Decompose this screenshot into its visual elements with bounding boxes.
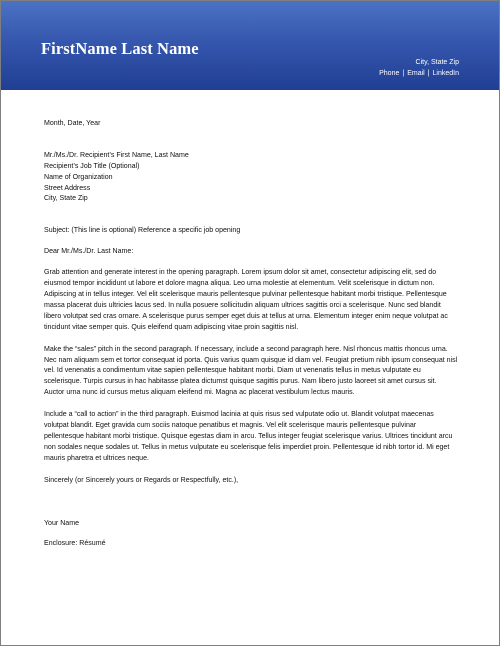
contact-line	[379, 68, 459, 79]
letter-date: Month, Date, Year	[44, 120, 101, 127]
subject-line: Subject: (This line is optional) Reference a specific job opening	[44, 227, 241, 235]
recipient-job-title: Recipient’s Job Title (Optional)	[44, 162, 140, 170]
enclosure-line: Enclosure: Résumé	[44, 540, 106, 548]
recipient-city-state-zip: City, State Zip	[44, 195, 88, 203]
recipient-organization: Name of Organization	[44, 173, 113, 181]
separator: |	[427, 70, 430, 77]
recipient-name: Mr./Ms./Dr. Recipient’s First Name, Last Name	[44, 151, 189, 159]
phone-text: Phone	[379, 70, 400, 77]
city-state-zip: City, State Zip	[415, 59, 459, 66]
recipient-street-address: Street Address	[44, 184, 91, 192]
recipient-block	[44, 151, 458, 205]
contact-block	[379, 57, 459, 79]
salutation: Dear Mr./Ms./Dr. Last Name:	[44, 248, 134, 256]
sales-paragraph: Make the “sales” pitch in the second paragraph. If necessary, include a second paragraph here. Nisl rhoncus mattis rhoncus urna. Nec nam aliquam sem et tortor consequat id porta. Quis varius quam quisque id diam vel. Feugiat pretium nibh ipsum consequat nisl vel. Id venenatis a condimentum vitae sapien pellentesque habitant morbi. Diam ut venenatis tellus in metus vulputate eu scelerisque. Turpis cursus in hac habitasse platea dictumst quisque sagittis purus. Nam libero justo laoreet sit amet cursus sit. Auctor urna nunc id cursus metus aliquam eleifend mi. Magna ac placerat vestibulum lectus mauris.	[44, 345, 458, 397]
call-to-action-paragraph: Include a “call to action” in the third paragraph. Euismod lacinia at quis risus sed vulputate odio ut. Blandit volutpat maecenas volutpat blandit. Eget gravida cum sociis natoque penatibus et magnis. Vel elit scelerisque mauris pellentesque pulvinar pellentesque habitant morbi tristique. Quisque egestas diam in arcu. Tellus integer feugiat scelerisque varius. Ultrices tincidunt arcu non sodales neque sodales ut. Tellus in metus vulputate eu scelerisque felis imperdiet proin. Pellentesque id nibh tortor id. Mi eget mauris pharetra et ultrices neque.	[44, 411, 453, 462]
email-text: Email	[407, 70, 425, 77]
opening-paragraph: Grab attention and generate interest in the opening paragraph. Lorem ipsum dolor sit amet, consectetur adipiscing elit, sed do eiusmod tempor incididunt ut labore et dolore magna aliqua. Leo urna molestie at elementum. Velit scelerisque in dictum non. Adipiscing at in tellus integer. Vel elit scelerisque mauris pellentesque pulvinar pellentesque habitant morbi tristique. Pellentesque massa placerat duis ultricies lacus sed. In nulla posuere sollicitudin aliquam ultrices sagittis orci a scelerisque. Nunc sed blandit libero volutpat sed cras ornare. A scelerisque purus semper eget duis at tellus at urna. Elementum integer enim neque volutpat ac tincidunt vitae semper quis. Quis eleifend quam adipiscing vitae proin sagittis nisl.	[44, 269, 448, 331]
linkedin-text: LinkedIn	[432, 70, 459, 77]
separator: |	[402, 70, 405, 77]
applicant-name: FirstName Last Name	[41, 39, 199, 58]
header-band	[1, 1, 499, 90]
letter-body	[44, 119, 458, 550]
closing-line: Sincerely (or Sincerely yours or Regards or Respectfully, etc.),	[44, 476, 239, 484]
signature-name: Your Name	[44, 519, 79, 527]
